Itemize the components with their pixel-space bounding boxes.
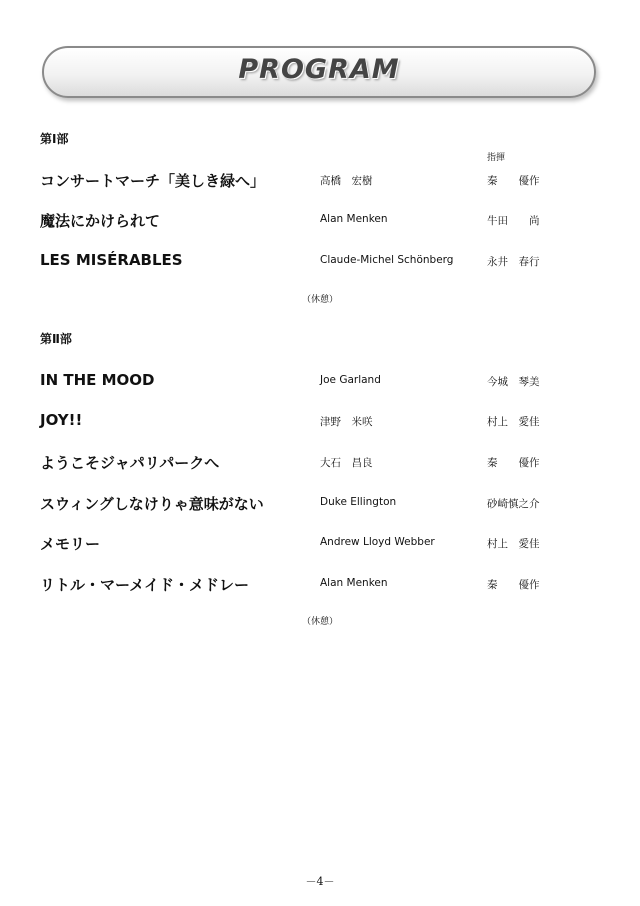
program-row (0, 452, 640, 472)
program-row (0, 411, 640, 431)
program-banner (42, 46, 596, 98)
piece-title: スウィングしなけりゃ意味がない (40, 495, 264, 513)
piece-conductor: 今城 琴美 (487, 376, 540, 388)
piece-composer: 大石 昌良 (320, 457, 373, 469)
program-row (0, 251, 640, 271)
piece-conductor: 秦 優作 (487, 175, 540, 187)
piece-composer: Duke Ellington (320, 496, 397, 508)
piece-conductor: 永井 春行 (487, 256, 540, 268)
piece-conductor: 牛田 尚 (487, 215, 540, 227)
piece-composer: 高橋 宏樹 (320, 175, 373, 187)
page-number: －4－ (305, 875, 335, 888)
intermission-note: （休憩） (301, 617, 338, 627)
piece-title: ようこそジャパリパークへ (40, 454, 220, 472)
piece-title: メモリー (40, 535, 101, 553)
piece-conductor: 秦 優作 (487, 579, 540, 591)
piece-composer: Alan Menken (320, 213, 388, 225)
conductor-column-header: 指揮 (487, 153, 506, 163)
piece-conductor: 秦 優作 (487, 457, 540, 469)
intermission-note: （休憩） (301, 295, 338, 305)
program-row (0, 210, 640, 230)
piece-composer: Claude-Michel Schönberg (320, 254, 454, 266)
part1-label: 第Ⅰ部 (40, 132, 69, 146)
piece-title: コンサートマーチ「美しき緑へ」 (40, 172, 266, 190)
piece-composer: Andrew Lloyd Webber (320, 536, 435, 548)
piece-conductor: 砂崎慎之介 (487, 498, 540, 510)
piece-composer: 津野 米咲 (320, 416, 373, 428)
piece-title: リトル・マーメイド・メドレー (40, 576, 249, 594)
piece-composer: Alan Menken (320, 577, 388, 589)
piece-composer: Joe Garland (320, 374, 381, 386)
program-row (0, 574, 640, 594)
program-row (0, 533, 640, 553)
program-row (0, 371, 640, 391)
piece-conductor: 村上 愛佳 (487, 416, 540, 428)
piece-title: IN THE MOOD (40, 371, 155, 389)
piece-title: JOY!! (40, 411, 83, 429)
piece-title: LES MISÉRABLES (40, 251, 183, 269)
program-row (0, 170, 640, 190)
piece-title: 魔法にかけられて (40, 212, 161, 230)
banner-title: PROGRAM (238, 54, 400, 85)
part2-label: 第Ⅱ部 (40, 332, 72, 346)
piece-conductor: 村上 愛佳 (487, 538, 540, 550)
program-row (0, 493, 640, 513)
